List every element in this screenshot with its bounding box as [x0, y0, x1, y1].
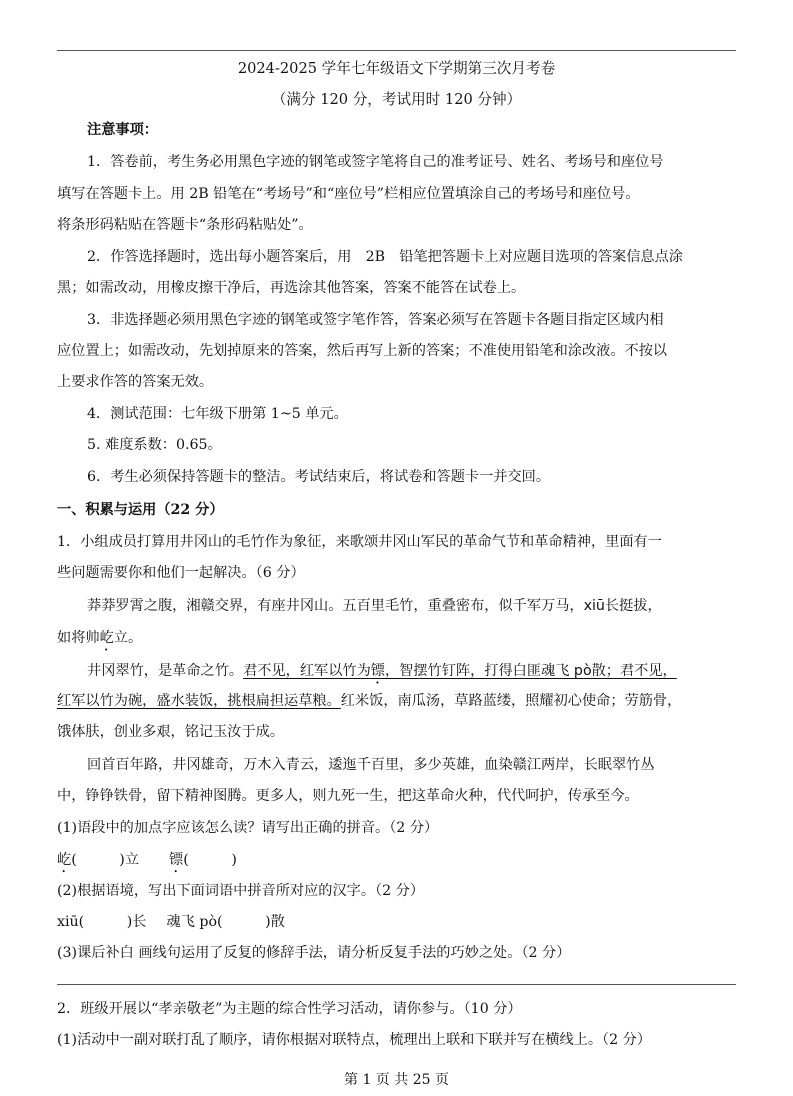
notice-line: 4．测试范围：七年级下册第 1~5 单元。 [87, 406, 348, 422]
exam-title: 2024-2025 学年七年级语文下学期第三次月考卷 [237, 60, 556, 77]
dotted-char: 镖 [169, 852, 184, 868]
question-stem: 2．班级开展以“孝亲敬老”为主题的综合性学习活动，请你参与。（10 分） [57, 1001, 522, 1017]
notice-line: 3．非选择题必须用黑色字迹的钢笔或签字笔作答，答案必须写在答题卡各题目指定区域内相 [87, 312, 664, 328]
exam-subtitle: （满分 120 分，考试用时 120 分钟） [271, 91, 522, 108]
sub-question: (1)活动中一副对联打乱了顺序，请你根据对联特点，梳理出上联和下联并写在横线上。（2 分） [57, 1032, 652, 1048]
question-stem: 1．小组成员打算用井冈山的毛竹作为象征，来歌颂井冈山军民的革命气节和革命精神，里面有一 [57, 534, 662, 550]
answer-blank[interactable]: ( )立 [71, 852, 140, 868]
notice-heading: 注意事项： [87, 122, 158, 138]
sub-question: (3)课后补白 画线句运用了反复的修辞手法，请分析反复手法的巧妙之处。（2 分） [57, 945, 571, 961]
passage-line [57, 694, 681, 708]
passage-text: 如将帅 [57, 630, 100, 646]
notice-line: 将条形码粘贴在答题卡“条形码粘贴处”。 [57, 217, 313, 233]
answer-line [57, 915, 285, 929]
underlined-text: 君不见，红军以竹为 [243, 663, 371, 679]
notice-line: 上要求作答的答案无效。 [57, 374, 214, 390]
section-heading: 一、积累与运用（22 分） [57, 502, 224, 518]
passage-line: 回首百年路，井冈雄奇，万木入青云，逶迤千百里，多少英雄，血染赣江两岸，长眠翠竹丛 [87, 757, 655, 773]
page-number: 第 1 页 共 25 页 [344, 1072, 449, 1088]
passage-line [57, 630, 142, 654]
top-rule [57, 50, 736, 51]
question-stem: 些问题需要你和他们一起解决。（6 分） [57, 565, 305, 581]
passage-text: 井冈翠竹，是革命之竹。 [87, 663, 244, 679]
answer-blank[interactable]: ( ) [183, 852, 237, 868]
notice-line: 2．作答选择题时，选出每小题答案后，用 2B 铅笔把答题卡上对应题目选项的答案信息点涂 [87, 249, 683, 265]
answer-blank[interactable]: xiū( )长 [57, 914, 147, 930]
passage-line [87, 663, 677, 687]
sub-question: (1)语段中的加点字应该怎么读？请写出正确的拼音。（2 分） [57, 820, 439, 836]
passage-line: 莽莽罗霄之腹，湘赣交界，有座井冈山。五百里毛竹，重叠密布，似千军万马，xiū长挺拔， [87, 598, 662, 614]
passage-text: 红米饭，南瓜汤，草路蓝缕，照耀初心使命；劳筋骨， [340, 693, 682, 709]
notice-line: 填写在答题卡上。用 2B 铅笔在“考场号”和“座位号”栏相应位置填涂自己的考场号和座位号。 [57, 186, 640, 202]
answer-blank[interactable]: 魂飞 pò( )散 [166, 914, 285, 930]
passage-line: 饿体肤，创业多艰，铭记玉汝于成。 [57, 724, 285, 740]
notice-line: 5. 难度系数：0.65。 [87, 437, 222, 453]
underlined-text: 红军以竹为碗，盛水装饭，挑根扁担运草粮。 [57, 693, 341, 709]
notice-line: 应位置上；如需改动，先划掉原来的答案，然后再写上新的答案；不准使用铅笔和涂改液。不按以 [57, 343, 668, 359]
notice-line: 黑；如需改动，用橡皮擦干净后，再选涂其他答案，答案不能答在试卷上。 [57, 280, 526, 296]
answer-line [57, 852, 237, 876]
passage-text: 立。 [113, 630, 143, 646]
passage-line: 中，铮铮铁骨，留下精神图腾。更多人，则九死一生，把这革命火种，代代呵护，传承至今。 [57, 788, 639, 804]
underlined-text: ，智摆竹钉阵，打得白匪魂飞 pò散；君不见， [384, 663, 677, 679]
dotted-char: 屹 [57, 852, 72, 868]
dotted-char: 屹 [99, 630, 114, 646]
notice-line: 6．考生必须保持答题卡的整洁。考试结束后，将试卷和答题卡一并交回。 [87, 469, 551, 485]
notice-line: 1．答卷前，考生务必用黑色字迹的钢笔或签字笔将自己的准考证号、姓名、考场号和座位号 [87, 154, 664, 170]
answer-rule [57, 984, 736, 985]
dotted-char: 镖 [370, 663, 385, 679]
sub-question: (2)根据语境，写出下面词语中拼音所对应的汉字。（2 分） [57, 883, 425, 899]
